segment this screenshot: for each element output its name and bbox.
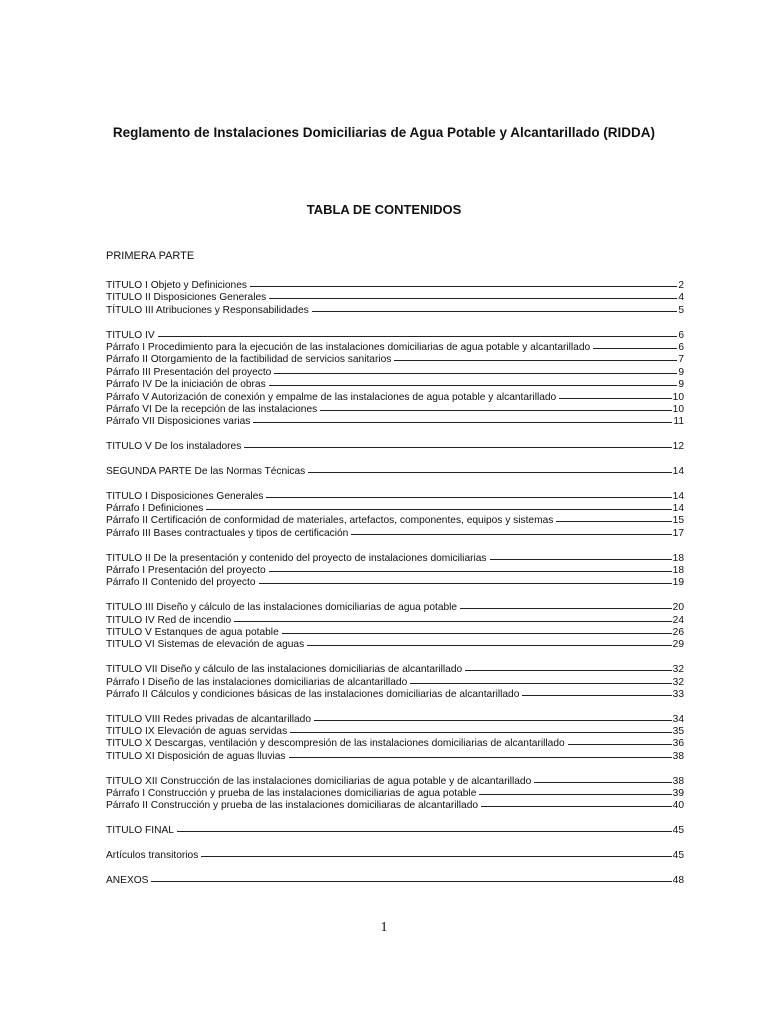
toc-group xyxy=(106,491,684,541)
toc-leader-line xyxy=(559,398,671,399)
toc-entry[interactable] xyxy=(106,850,684,862)
toc-leader-line xyxy=(269,298,677,299)
toc-leader-line xyxy=(460,608,672,609)
toc-leader-line xyxy=(314,720,672,721)
toc-leader-line xyxy=(201,856,671,857)
toc-leader-line xyxy=(290,732,671,733)
toc-entry-page: 2 xyxy=(678,280,684,291)
toc-entry[interactable] xyxy=(106,491,684,503)
toc-entry-page: 38 xyxy=(672,775,684,787)
toc-leader-line xyxy=(394,360,677,361)
toc-entry[interactable] xyxy=(106,664,684,676)
toc-group xyxy=(106,441,684,453)
toc-entry-page: 15 xyxy=(672,515,684,527)
toc-entry-text: SEGUNDA PARTE De las Normas Técnicas xyxy=(106,465,306,477)
toc-group xyxy=(106,553,684,590)
toc-entry-text: ANEXOS xyxy=(106,874,149,886)
toc-leader-line xyxy=(259,583,672,584)
toc-leader-line xyxy=(206,509,671,510)
toc-entry-page: 10 xyxy=(672,391,684,403)
toc-leader-line xyxy=(481,806,672,807)
toc-entry-text: TITULO II De la presentación y contenido del proyecto de instalaciones domiciliarias xyxy=(106,552,487,564)
toc-entry-text: TITULO IV Red de incendio xyxy=(106,614,232,626)
toc-leader-line xyxy=(351,534,671,535)
toc-entry-page: 11 xyxy=(673,416,684,428)
toc-leader-line xyxy=(158,336,678,337)
toc-leader-line xyxy=(244,447,671,448)
toc-leader-line xyxy=(490,559,672,560)
toc-entry-text: Párrafo III Presentación del proyecto xyxy=(106,366,272,378)
toc-entry[interactable] xyxy=(106,615,684,627)
toc-entry[interactable] xyxy=(106,553,684,565)
toc-entry-page: 19 xyxy=(672,577,684,589)
toc-entry-text: Párrafo II Otorgamiento de la factibilidad de servicios sanitarios xyxy=(106,354,392,366)
toc-entry[interactable] xyxy=(106,466,684,478)
toc-entry[interactable] xyxy=(106,342,684,354)
toc-entry-text: TITULO I Objeto y Definiciones xyxy=(106,280,247,291)
toc-entry-text: Párrafo II Certificación de conformidad de materiales, artefactos, componentes, equipos y sistemas xyxy=(106,515,554,527)
toc-leader-line xyxy=(410,683,671,684)
toc-entry-page: 20 xyxy=(672,602,684,614)
toc-entry[interactable] xyxy=(106,404,684,416)
toc-entry-text: Párrafo VII Disposiciones varias xyxy=(106,416,251,428)
toc-entry-text: Artículos transitorios xyxy=(106,849,199,861)
toc-entry[interactable] xyxy=(106,577,684,589)
toc-entry[interactable] xyxy=(106,503,684,515)
toc-entry-page: 32 xyxy=(672,664,684,676)
toc-entry-page: 24 xyxy=(672,614,684,626)
toc-entry-page: 17 xyxy=(672,527,684,539)
toc-group xyxy=(106,280,684,317)
toc-group xyxy=(106,664,684,701)
toc-group xyxy=(106,714,684,764)
toc-group xyxy=(106,466,684,478)
toc-entry-page: 18 xyxy=(672,564,684,576)
toc-leader-line xyxy=(269,385,678,386)
toc-entry-text: Párrafo I Definiciones xyxy=(106,503,204,515)
toc-leader-line xyxy=(312,311,678,312)
toc-entry[interactable] xyxy=(106,751,684,763)
toc-entry-page: 10 xyxy=(672,403,684,415)
toc-entry[interactable] xyxy=(106,627,684,639)
toc-entry[interactable] xyxy=(106,602,684,614)
toc-entry-text: TITULO IX Elevación de aguas servidas xyxy=(106,726,288,738)
toc-entry-text: Párrafo I Diseño de las instalaciones domiciliarias de alcantarillado xyxy=(106,676,408,688)
toc-entry-text: TITULO II Disposiciones Generales xyxy=(106,292,267,304)
toc-entry-page: 6 xyxy=(678,341,684,353)
toc-entry-page: 48 xyxy=(672,874,684,886)
toc-entry-text: Párrafo I Procedimiento para la ejecución de las instalaciones domiciliarias de agua potable y alcantarillado xyxy=(106,341,591,353)
toc-entry-page: 9 xyxy=(678,379,684,391)
toc-entry[interactable] xyxy=(106,416,684,428)
toc-entry[interactable] xyxy=(106,875,684,887)
toc-entry-page: 9 xyxy=(678,366,684,378)
toc-entry-text: TITULO V Estanques de agua potable xyxy=(106,626,279,638)
toc-entry-page: 7 xyxy=(678,354,684,366)
toc-entry-text: Párrafo I Presentación del proyecto xyxy=(106,564,266,576)
toc-entry-page: 40 xyxy=(672,800,684,812)
toc-heading: TABLA DE CONTENIDOS xyxy=(306,202,462,217)
toc-leader-line xyxy=(320,410,671,411)
table-of-contents xyxy=(106,280,684,900)
toc-group xyxy=(106,825,684,837)
toc-entry-text: Párrafo II Contenido del proyecto xyxy=(106,577,256,589)
toc-entry[interactable] xyxy=(106,788,684,800)
toc-entry-text: TITULO XII Construcción de las instalaciones domiciliarias de agua potable y de alcantarillado xyxy=(106,775,532,787)
toc-entry[interactable] xyxy=(106,330,684,342)
toc-entry[interactable] xyxy=(106,367,684,379)
toc-entry-text: TITULO X Descargas, ventilación y descompresión de las instalaciones domiciliarias de alcantarillado xyxy=(106,738,565,750)
toc-leader-line xyxy=(253,422,672,423)
toc-entry-text: TITULO VIII Redes privadas de alcantarillado xyxy=(106,713,311,725)
toc-leader-line xyxy=(289,757,672,758)
toc-leader-line xyxy=(250,286,677,287)
toc-entry[interactable] xyxy=(106,441,684,453)
toc-leader-line xyxy=(151,881,671,882)
toc-entry[interactable] xyxy=(106,354,684,366)
toc-leader-line xyxy=(534,782,671,783)
toc-leader-line xyxy=(308,472,671,473)
toc-entry-text: TITULO FINAL xyxy=(106,825,174,837)
part-label: PRIMERA PARTE xyxy=(106,250,195,262)
toc-entry-page: 5 xyxy=(678,304,684,316)
page-number: 1 xyxy=(380,920,388,935)
toc-entry-text: Párrafo II Cálculos y condiciones básicas de las instalaciones domiciliarias de alcantarillado xyxy=(106,688,520,700)
toc-entry-text: Párrafo I Construcción y prueba de las instalaciones domiciliarias de agua potable xyxy=(106,788,477,800)
toc-leader-line xyxy=(274,373,677,374)
toc-group xyxy=(106,850,684,862)
toc-entry[interactable] xyxy=(106,738,684,750)
toc-entry[interactable] xyxy=(106,305,684,317)
toc-entry[interactable] xyxy=(106,639,684,651)
toc-entry-text: TITULO IV xyxy=(106,329,155,341)
toc-entry[interactable] xyxy=(106,565,684,577)
toc-entry-text: Párrafo V Autorización de conexión y empalme de las instalaciones de agua potable y alcantarillado xyxy=(106,391,557,403)
toc-entry-page: 29 xyxy=(672,639,684,651)
toc-entry-page: 18 xyxy=(672,552,684,564)
toc-entry[interactable] xyxy=(106,677,684,689)
toc-entry-page: 12 xyxy=(672,441,684,453)
toc-entry-page: 4 xyxy=(678,292,684,304)
toc-entry-page: 32 xyxy=(672,676,684,688)
toc-entry-page: 14 xyxy=(672,465,684,477)
toc-entry-page: 6 xyxy=(678,329,684,341)
toc-entry-text: TITULO VII Diseño y cálculo de las instalaciones domiciliarias de alcantarillado xyxy=(106,664,463,676)
toc-entry-text: Párrafo IV De la iniciación de obras xyxy=(106,379,266,391)
toc-leader-line xyxy=(266,497,671,498)
toc-entry[interactable] xyxy=(106,714,684,726)
toc-leader-line xyxy=(522,695,671,696)
toc-entry-page: 26 xyxy=(672,626,684,638)
toc-entry-page: 34 xyxy=(672,713,684,725)
toc-entry[interactable] xyxy=(106,800,684,812)
toc-leader-line xyxy=(269,571,672,572)
toc-entry-text: TITULO I Disposiciones Generales xyxy=(106,490,264,502)
toc-leader-line xyxy=(177,831,672,832)
toc-entry-page: 45 xyxy=(672,825,684,837)
toc-entry-text: TITULO XI Disposición de aguas lluvias xyxy=(106,750,286,762)
toc-entry-page: 38 xyxy=(672,750,684,762)
toc-entry-page: 35 xyxy=(672,726,684,738)
document-title: Reglamento de Instalaciones Domiciliarias de Agua Potable y Alcantarillado (RIDDA) xyxy=(112,125,656,140)
toc-entry[interactable] xyxy=(106,689,684,701)
toc-entry-text: TITULO III Diseño y cálculo de las instalaciones domiciliarias de agua potable xyxy=(106,602,458,614)
toc-entry-page: 36 xyxy=(672,738,684,750)
toc-entry-page: 33 xyxy=(672,688,684,700)
toc-group xyxy=(106,330,684,429)
toc-entry[interactable] xyxy=(106,392,684,404)
toc-leader-line xyxy=(568,744,672,745)
toc-entry[interactable] xyxy=(106,776,684,788)
toc-entry[interactable] xyxy=(106,280,684,292)
toc-entry-text: TÍTULO III Atribuciones y Responsabilidades xyxy=(106,304,309,316)
toc-entry[interactable] xyxy=(106,292,684,304)
toc-group xyxy=(106,602,684,652)
toc-entry-text: TITULO VI Sistemas de elevación de aguas xyxy=(106,639,305,651)
toc-leader-line xyxy=(593,348,677,349)
toc-entry[interactable] xyxy=(106,379,684,391)
toc-leader-line xyxy=(234,621,672,622)
toc-entry[interactable] xyxy=(106,726,684,738)
toc-leader-line xyxy=(282,633,672,634)
toc-entry-text: Párrafo III Bases contractuales y tipos de certificación xyxy=(106,527,349,539)
toc-entry[interactable] xyxy=(106,825,684,837)
toc-group xyxy=(106,776,684,813)
toc-entry-text: Párrafo VI De la recepción de las instalaciones xyxy=(106,403,318,415)
toc-entry-text: Párrafo II Construcción y prueba de las instalaciones domiciliaras de alcantarillado xyxy=(106,800,479,812)
toc-leader-line xyxy=(465,670,671,671)
toc-entry-text: TITULO V De los instaladores xyxy=(106,441,242,453)
toc-entry[interactable] xyxy=(106,528,684,540)
toc-entry-page: 45 xyxy=(672,849,684,861)
toc-entry-page: 14 xyxy=(672,490,684,502)
toc-leader-line xyxy=(307,645,671,646)
toc-entry-page: 14 xyxy=(672,503,684,515)
toc-leader-line xyxy=(556,521,671,522)
toc-group xyxy=(106,875,684,887)
toc-entry-page: 39 xyxy=(672,788,684,800)
toc-entry[interactable] xyxy=(106,515,684,527)
toc-leader-line xyxy=(479,794,671,795)
